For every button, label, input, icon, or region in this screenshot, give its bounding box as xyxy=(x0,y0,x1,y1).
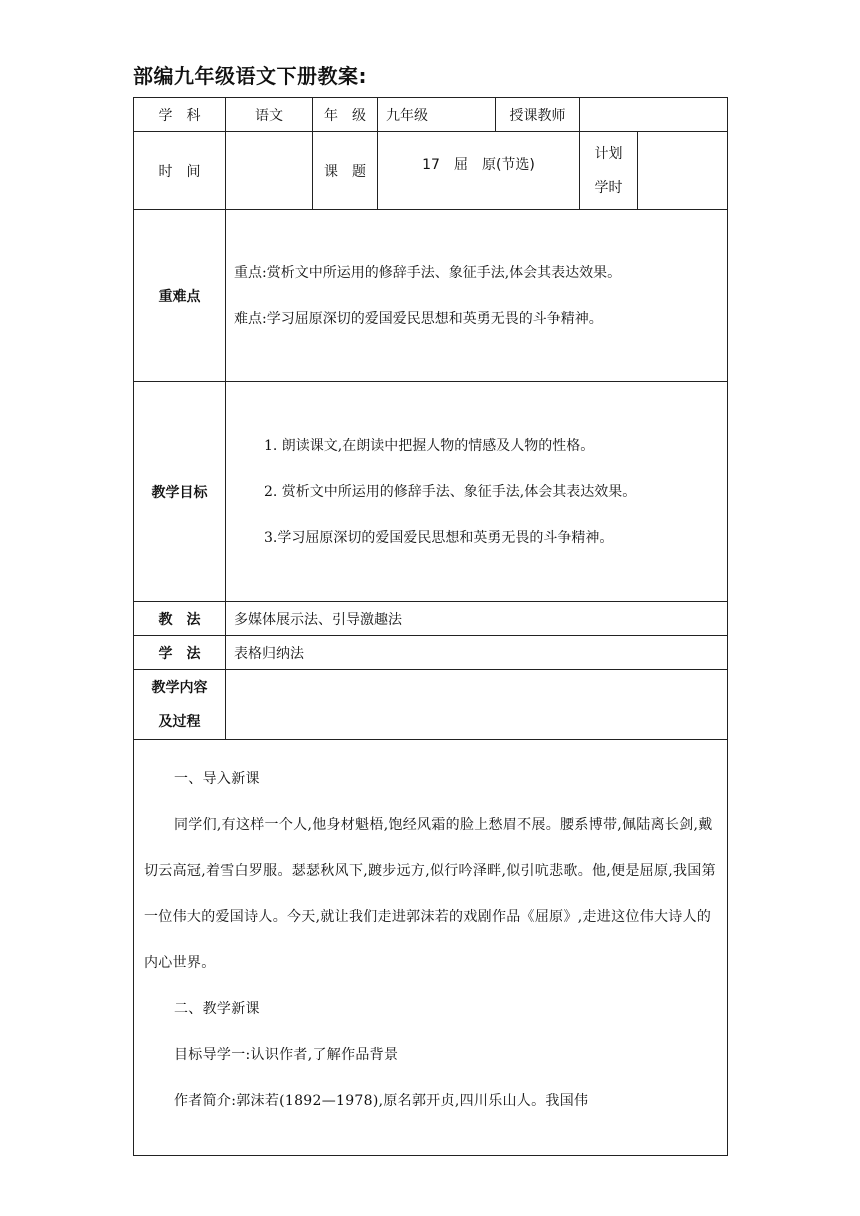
planned-hours-label-line1: 计划 xyxy=(594,145,623,162)
goals-label: 教学目标 xyxy=(134,382,226,602)
teaching-method-value: 多媒体展示法、引导激趣法 xyxy=(226,602,728,636)
document-title: 部编九年级语文下册教案: xyxy=(133,64,367,88)
teacher-value xyxy=(580,98,728,132)
study-method-label: 学 法 xyxy=(134,636,226,670)
section-intro-heading: 一、导入新课 xyxy=(174,771,260,787)
teaching-method-label: 教 法 xyxy=(134,602,226,636)
intro-paragraph: 同学们,有这样一个人,他身材魁梧,饱经风霜的脸上愁眉不展。腰系博带,佩陆离长剑,戴切云高冠,着雪白罗服。瑟瑟秋风下,踱步远方,似行吟泽畔,似引吭悲歌。他,便是屈原,我国第一位伟大的爱国诗人。今天,就让我们走进郭沫若的戏剧作品《屈原》,走进这位伟大诗人的内心世界。 xyxy=(144,817,716,971)
study-method-value: 表格归纳法 xyxy=(226,636,728,670)
keypoint-focus: 重点:赏析文中所运用的修辞手法、象征手法,体会其表达效果。 xyxy=(234,264,622,281)
goal-item: 1. 朗读课文,在朗读中把握人物的情感及人物的性格。 xyxy=(264,437,595,454)
time-value xyxy=(226,132,313,210)
planned-hours-label-line2: 学时 xyxy=(594,179,623,196)
section-new-lesson-heading: 二、教学新课 xyxy=(174,1001,260,1017)
topic-label: 课 题 xyxy=(313,132,378,210)
subject-value: 语文 xyxy=(226,98,313,132)
subject-label: 学 科 xyxy=(134,98,226,132)
keypoints-label: 重难点 xyxy=(134,210,226,382)
lesson-body xyxy=(134,740,728,1156)
teacher-label: 授课教师 xyxy=(496,98,580,132)
keypoint-difficulty: 难点:学习屈原深切的爱国爱民思想和英勇无畏的斗争精神。 xyxy=(234,310,603,327)
time-label: 时 间 xyxy=(134,132,226,210)
planned-hours-label xyxy=(580,132,638,210)
process-value xyxy=(226,670,728,740)
process-label xyxy=(134,670,226,740)
goal-item: 2. 赏析文中所运用的修辞手法、象征手法,体会其表达效果。 xyxy=(264,483,637,500)
author-intro-paragraph: 作者简介:郭沫若(1892—1978),原名郭开贞,四川乐山人。我国伟 xyxy=(174,1093,589,1109)
goals-content xyxy=(226,382,728,602)
keypoints-content xyxy=(226,210,728,382)
objective-one-heading: 目标导学一:认识作者,了解作品背景 xyxy=(174,1047,399,1063)
grade-label: 年 级 xyxy=(313,98,378,132)
process-label-line1: 教学内容 xyxy=(151,679,208,696)
planned-hours-value xyxy=(638,132,728,210)
lesson-plan-table xyxy=(133,97,728,1156)
topic-value: 17 屈 原(节选) xyxy=(378,132,580,210)
goal-item: 3.学习屈原深切的爱国爱民思想和英勇无畏的斗争精神。 xyxy=(264,529,614,546)
process-label-line2: 及过程 xyxy=(158,713,201,730)
grade-value: 九年级 xyxy=(378,98,496,132)
